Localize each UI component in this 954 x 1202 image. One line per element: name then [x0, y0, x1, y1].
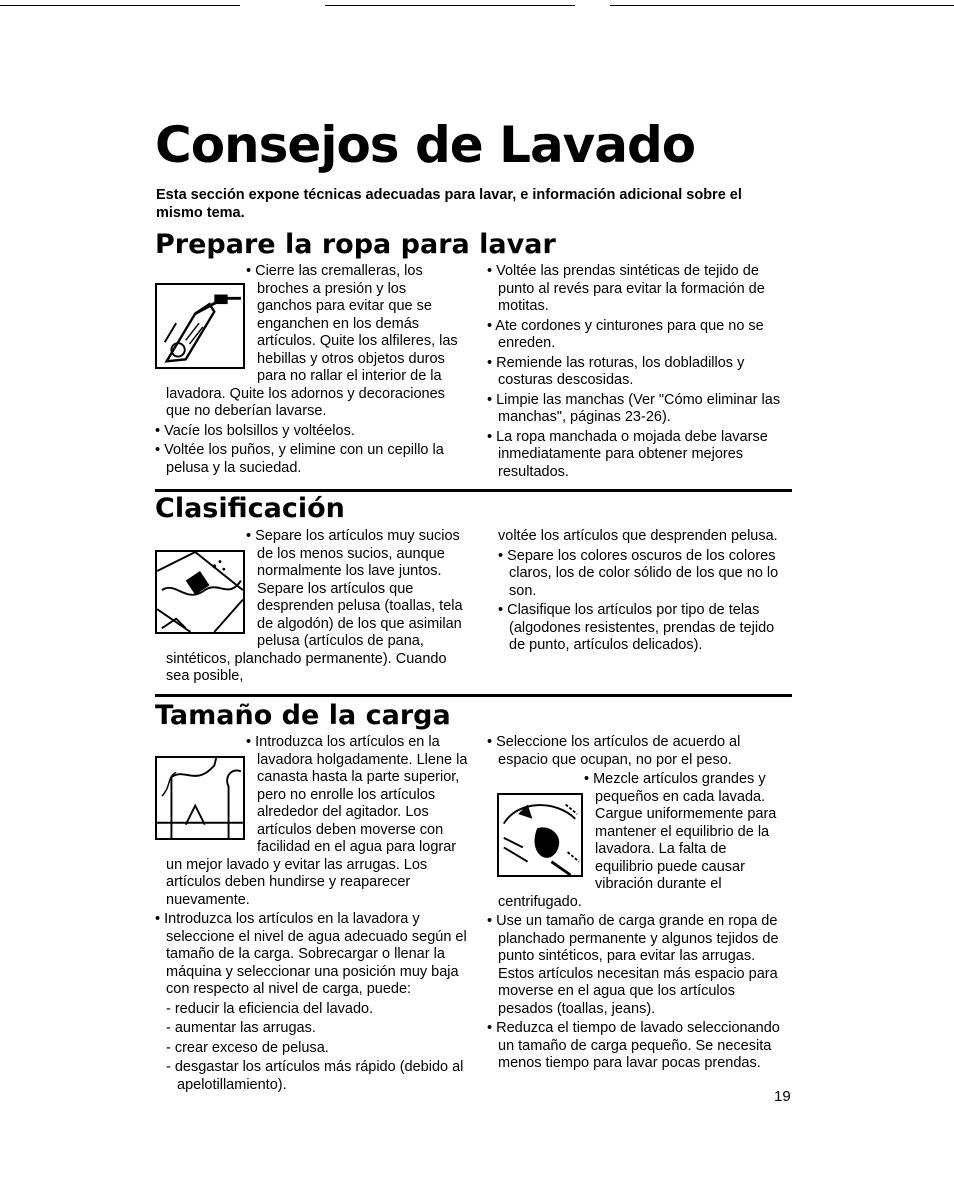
load-bullet-5: • Use un tamaño de carga grande en ropa de planchado permanente y algunos tejidos de punto sintéticos, para evitar las arrugas. Estos artículos necesitan más espacio para moverse en el agua que los artículos pesados (toallas, jeans).: [487, 913, 779, 1017]
prepare-bullet-4: • Voltée las prendas sintéticas de tejido de punto al revés para evitar la formación de motitas.: [487, 263, 765, 314]
towel-lint-icon: [157, 552, 243, 632]
basket-illustration: [155, 756, 245, 840]
load-sub-4: - desgastar los artículos más rápido (debido al apelotillamiento).: [166, 1059, 464, 1093]
prepare-bullet-8: • La ropa manchada o mojada debe lavarse inmediatamente para obtener mejores resultados.: [487, 428, 768, 480]
prepare-bullet-1: • Cierre las cremalleras, los broches a presión y los ganchos para evitar que se enganchen en los demás artículos. Quite los alfileres, las hebillas y otros objetos duros para no rallar el interior de la lavadora. Quite los adornos y decoraciones que no deberían lavarse.: [166, 263, 458, 419]
load-bullet-6: • Reduzca el tiempo de lavado seleccionando un tamaño de carga pequeño. Se necesita menos tiempo para lavar pocas prendas.: [487, 1020, 780, 1071]
agitator-illustration: [497, 793, 583, 877]
section-heading-load: Tamaño de la carga: [155, 700, 451, 731]
load-sub-2: - aumentar las arrugas.: [166, 1020, 316, 1036]
sort-bullet-2: • Separe los colores oscuros de los colores claros, los de color sólido de los que no lo son.: [498, 547, 779, 599]
page-number: 19: [774, 1088, 791, 1105]
load-bullet-3: • Seleccione los artículos de acuerdo al espacio que ocupan, no por el peso.: [487, 734, 741, 768]
lint-illustration: [155, 550, 245, 634]
sort-continuation: voltée los artículos que desprenden pelusa.: [498, 528, 778, 544]
prepare-bullet-7: • Limpie las manchas (Ver "Cómo eliminar las manchas", páginas 23-26).: [487, 391, 781, 425]
prepare-bullet-2: • Vacíe los bolsillos y voltéelos.: [155, 422, 355, 439]
zipper-icon: [157, 285, 243, 367]
prepare-bullet-6: • Remiende las roturas, los dobladillos y costuras descosidas.: [487, 354, 745, 388]
top-rule-center: [325, 5, 575, 6]
prepare-bullet-5: • Ate cordones y cinturones para que no se enreden.: [487, 317, 764, 351]
top-rule-right: [610, 5, 954, 6]
top-rule-left: [0, 5, 240, 6]
sort-left-column: [155, 528, 465, 688]
load-sub-3: - crear exceso de pelusa.: [166, 1039, 329, 1056]
load-sub-1: - reducir la eficiencia del lavado.: [166, 1000, 374, 1017]
zipper-illustration: [155, 283, 245, 369]
prepare-bullet-3: • Voltée los puños, y elimine con un cepillo la pelusa y la suciedad.: [155, 442, 444, 476]
sort-bullet-1: • Separe los artículos muy sucios de los menos sucios, aunque normalmente los lave juntos. Separe los artículos que desprenden pelusa (toallas, tela de algodón) de los que asimilan pelusa (artículos de pana, sintéticos, planchado permanente). Cuando sea posible,: [166, 528, 463, 684]
sort-right-column: [498, 528, 788, 657]
load-bullet-1: • Introduzca los artículos en la lavadora holgadamente. Llene la canasta hasta la parte superior, pero no enrolle los artículos alrededor del agitador. Los artículos deben moverse con facilidad en el agua para lograr un mejor lavado y evitar las arrugas. Los artículos deben hundirse y reaparecer nuevamente.: [166, 734, 468, 908]
section-heading-sort: Clasificación: [155, 493, 345, 524]
section-divider-load: [155, 694, 792, 697]
load-bullet-4: • Mezcle artículos grandes y pequeños en cada lavada. Cargue uniformemente para mantener el equilibrio de la lavadora. La falta de equilibrio puede causar vibración durante el centrifugado.: [498, 771, 777, 910]
section-divider-sort: [155, 489, 792, 492]
prepare-right-column: [487, 263, 787, 483]
prepare-left-column: [155, 263, 460, 479]
load-bullet-2: • Introduzca los artículos en la lavadora y seleccione el nivel de agua adecuado según el tamaño de la carga. Sobrecargar o llenar la máquina y seleccionar una posición muy baja con respecto al nivel de carga, puede:: [155, 911, 467, 997]
mixed-load-icon: [499, 795, 581, 875]
load-left-column: [155, 734, 470, 1096]
sort-bullet-3: • Clasifique los artículos por tipo de telas (algodones resistentes, prendas de tejido de punto, artículos delicados).: [498, 602, 775, 653]
section-heading-prepare: Prepare la ropa para lavar: [155, 229, 556, 260]
load-right-column: [487, 734, 787, 1075]
intro-paragraph: Esta sección expone técnicas adecuadas para lavar, e información adicional sobre el mismo tema.: [156, 187, 742, 221]
page-title: Consejos de Lavado: [155, 116, 696, 174]
washer-basket-icon: [157, 758, 243, 838]
